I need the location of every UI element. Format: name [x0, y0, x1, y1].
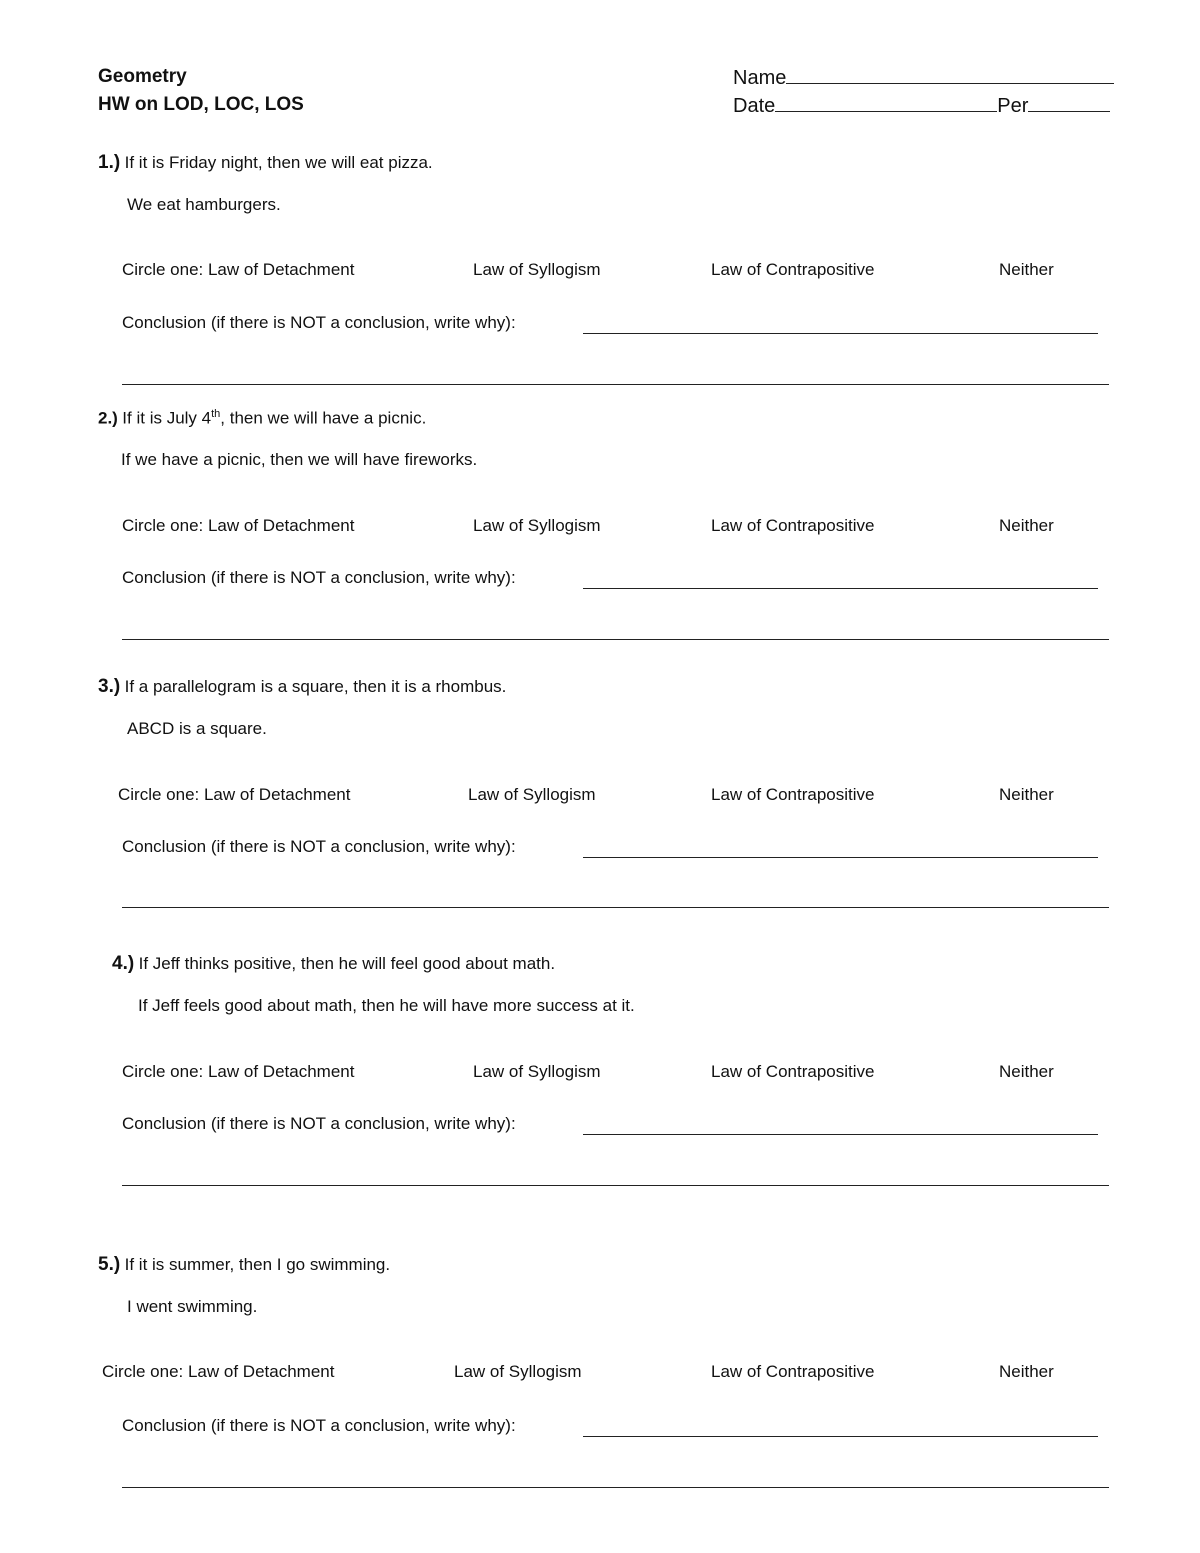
assignment-title: HW on LOD, LOC, LOS [98, 94, 304, 115]
problem-2-statement-2: If we have a picnic, then we will have fireworks. [121, 450, 478, 469]
option-law-of-detachment[interactable]: Circle one: Law of Detachment [102, 1362, 335, 1381]
problem-number: 2.) [98, 408, 118, 428]
option-neither[interactable]: Neither [999, 1362, 1054, 1381]
option-law-of-contrapositive[interactable]: Law of Contrapositive [711, 785, 875, 804]
conclusion-answer-line-2[interactable] [122, 1487, 1109, 1488]
conclusion-label: Conclusion (if there is NOT a conclusion, write why): [122, 1416, 516, 1435]
statement-text: If it is Friday night, then we will eat pizza. [124, 153, 433, 172]
problem-1-statement-1 [98, 152, 433, 174]
problem-4-statement-2: If Jeff feels good about math, then he will have more success at it. [138, 996, 635, 1015]
option-law-of-detachment[interactable]: Circle one: Law of Detachment [122, 260, 355, 279]
conclusion-answer-line-2[interactable] [122, 1185, 1109, 1186]
option-neither[interactable]: Neither [999, 260, 1054, 279]
date-label: Date [733, 95, 776, 117]
conclusion-label: Conclusion (if there is NOT a conclusion, write why): [122, 568, 516, 587]
problem-5-statement-2: I went swimming. [127, 1297, 258, 1316]
problem-number: 4.) [112, 953, 135, 974]
option-law-of-contrapositive[interactable]: Law of Contrapositive [711, 1062, 875, 1081]
problem-4-statement-1 [112, 953, 555, 975]
name-label: Name [733, 67, 787, 89]
problem-number: 5.) [98, 1254, 121, 1275]
problem-3-statement-2: ABCD is a square. [127, 719, 267, 738]
option-law-of-contrapositive[interactable]: Law of Contrapositive [711, 1362, 875, 1381]
option-law-of-contrapositive[interactable]: Law of Contrapositive [711, 260, 875, 279]
conclusion-answer-line-2[interactable] [122, 384, 1109, 385]
per-blank[interactable] [1028, 93, 1110, 112]
statement-text-pre: If it is July 4 [122, 408, 212, 428]
conclusion-answer-line[interactable] [583, 1134, 1098, 1135]
option-law-of-syllogism[interactable]: Law of Syllogism [473, 260, 601, 279]
option-neither[interactable]: Neither [999, 516, 1054, 535]
option-law-of-detachment[interactable]: Circle one: Law of Detachment [122, 1062, 355, 1081]
conclusion-answer-line-2[interactable] [122, 639, 1109, 640]
statement-text: If it is summer, then I go swimming. [124, 1255, 391, 1274]
name-field [733, 65, 1114, 90]
option-law-of-syllogism[interactable]: Law of Syllogism [468, 785, 596, 804]
superscript-th: th [211, 408, 221, 420]
option-law-of-detachment[interactable]: Circle one: Law of Detachment [122, 516, 355, 535]
option-neither[interactable]: Neither [999, 785, 1054, 804]
option-neither[interactable]: Neither [999, 1062, 1054, 1081]
date-blank[interactable] [775, 93, 997, 112]
problem-2-statement-1 [98, 408, 426, 428]
conclusion-label: Conclusion (if there is NOT a conclusion, write why): [122, 1114, 516, 1133]
per-label: Per [997, 95, 1029, 117]
problem-number: 3.) [98, 676, 121, 697]
option-law-of-contrapositive[interactable]: Law of Contrapositive [711, 516, 875, 535]
option-law-of-syllogism[interactable]: Law of Syllogism [473, 516, 601, 535]
statement-text: If a parallelogram is a square, then it is a rhombus. [124, 677, 507, 696]
problem-5-statement-1 [98, 1254, 390, 1276]
conclusion-label: Conclusion (if there is NOT a conclusion, write why): [122, 837, 516, 856]
name-blank[interactable] [786, 65, 1114, 84]
option-law-of-detachment[interactable]: Circle one: Law of Detachment [118, 785, 351, 804]
conclusion-answer-line[interactable] [583, 333, 1098, 334]
statement-text-post: , then we will have a picnic. [220, 408, 427, 428]
conclusion-answer-line[interactable] [583, 857, 1098, 858]
problem-number: 1.) [98, 152, 121, 173]
conclusion-answer-line[interactable] [583, 1436, 1098, 1437]
subject-title: Geometry [98, 66, 187, 87]
problem-3-statement-1 [98, 676, 506, 698]
conclusion-answer-line-2[interactable] [122, 907, 1109, 908]
conclusion-label: Conclusion (if there is NOT a conclusion, write why): [122, 313, 516, 332]
option-law-of-syllogism[interactable]: Law of Syllogism [473, 1062, 601, 1081]
problem-1-statement-2: We eat hamburgers. [127, 195, 281, 214]
option-law-of-syllogism[interactable]: Law of Syllogism [454, 1362, 582, 1381]
date-field [733, 93, 1110, 118]
conclusion-answer-line[interactable] [583, 588, 1098, 589]
statement-text: If Jeff thinks positive, then he will feel good about math. [138, 954, 556, 973]
